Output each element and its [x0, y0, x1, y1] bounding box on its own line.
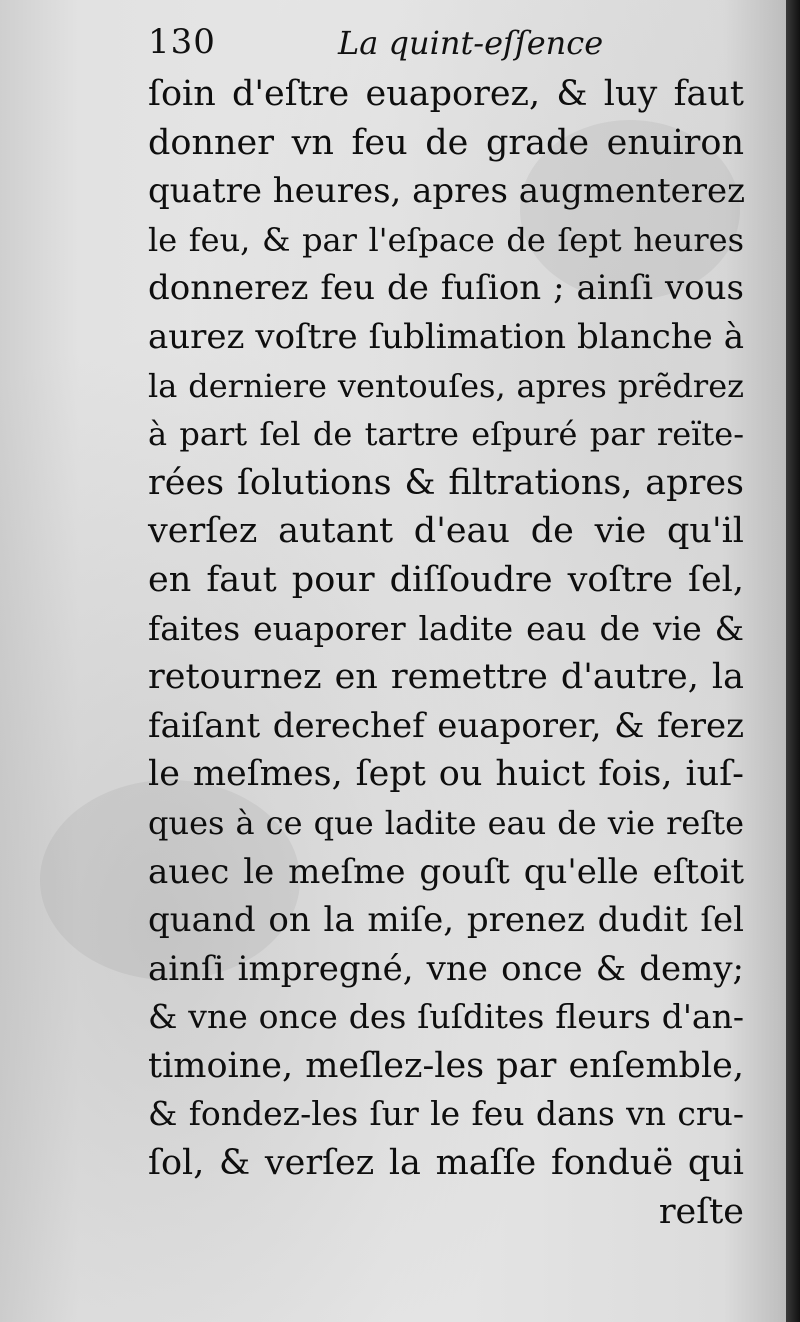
text-line: ſoin d'eſtre euaporez, & luy faut — [148, 74, 744, 114]
text-line: & fondez-les ſur le feu dans vn cru- — [148, 1094, 744, 1134]
page-header — [148, 16, 738, 72]
text-line: & vne once des ſuſdites fleurs d'an- — [148, 997, 744, 1037]
running-title: La quint-eſſence — [338, 24, 604, 62]
text-line: quand on la miſe, prenez dudit ſel — [148, 900, 744, 941]
text-line: rées ſolutions & filtrations, apres — [148, 462, 744, 503]
text-line: en faut pour diſſoudre voſtre ſel, — [148, 559, 744, 600]
text-line: la derniere ventouſes, apres prẽdrez — [148, 366, 744, 405]
text-line: le meſmes, ſept ou huict fois, iuſ- — [148, 754, 744, 795]
catchword: reſte — [658, 1191, 744, 1232]
text-line: retournez en remettre d'autre, la — [148, 657, 744, 698]
text-line: donner vn feu de grade enuiron — [148, 122, 744, 163]
text-line: aurez voſtre ſublimation blanche à — [148, 316, 744, 357]
text-line: faiſant derechef euaporer, & ferez — [148, 705, 744, 746]
text-line: ainſi impregné, vne once & demy; — [148, 948, 744, 989]
text-line: ques à ce que ladite eau de vie reſte — [148, 803, 744, 842]
text-line: le feu, & par l'eſpace de ſept heures — [148, 220, 744, 259]
page-edge-shadow — [786, 0, 800, 1322]
body-text — [148, 70, 744, 1236]
text-line: quatre heures, apres augmenterez — [148, 171, 746, 212]
text-line: auec le meſme gouſt qu'elle eſtoit — [148, 851, 744, 892]
text-line: faites euaporer ladite eau de vie & — [148, 608, 744, 648]
page-number: 130 — [148, 22, 216, 62]
text-line: timoine, meſlez-les par enſemble, — [148, 1045, 744, 1086]
text-line: ſol, & verſez la maſſe fonduë qui — [148, 1143, 744, 1184]
text-line: verſez autant d'eau de vie qu'il — [148, 511, 744, 552]
text-line: donnerez feu de fuſion ; ainſi vous — [148, 268, 744, 309]
text-line: à part ſel de tartre eſpuré par reïte- — [148, 415, 744, 454]
